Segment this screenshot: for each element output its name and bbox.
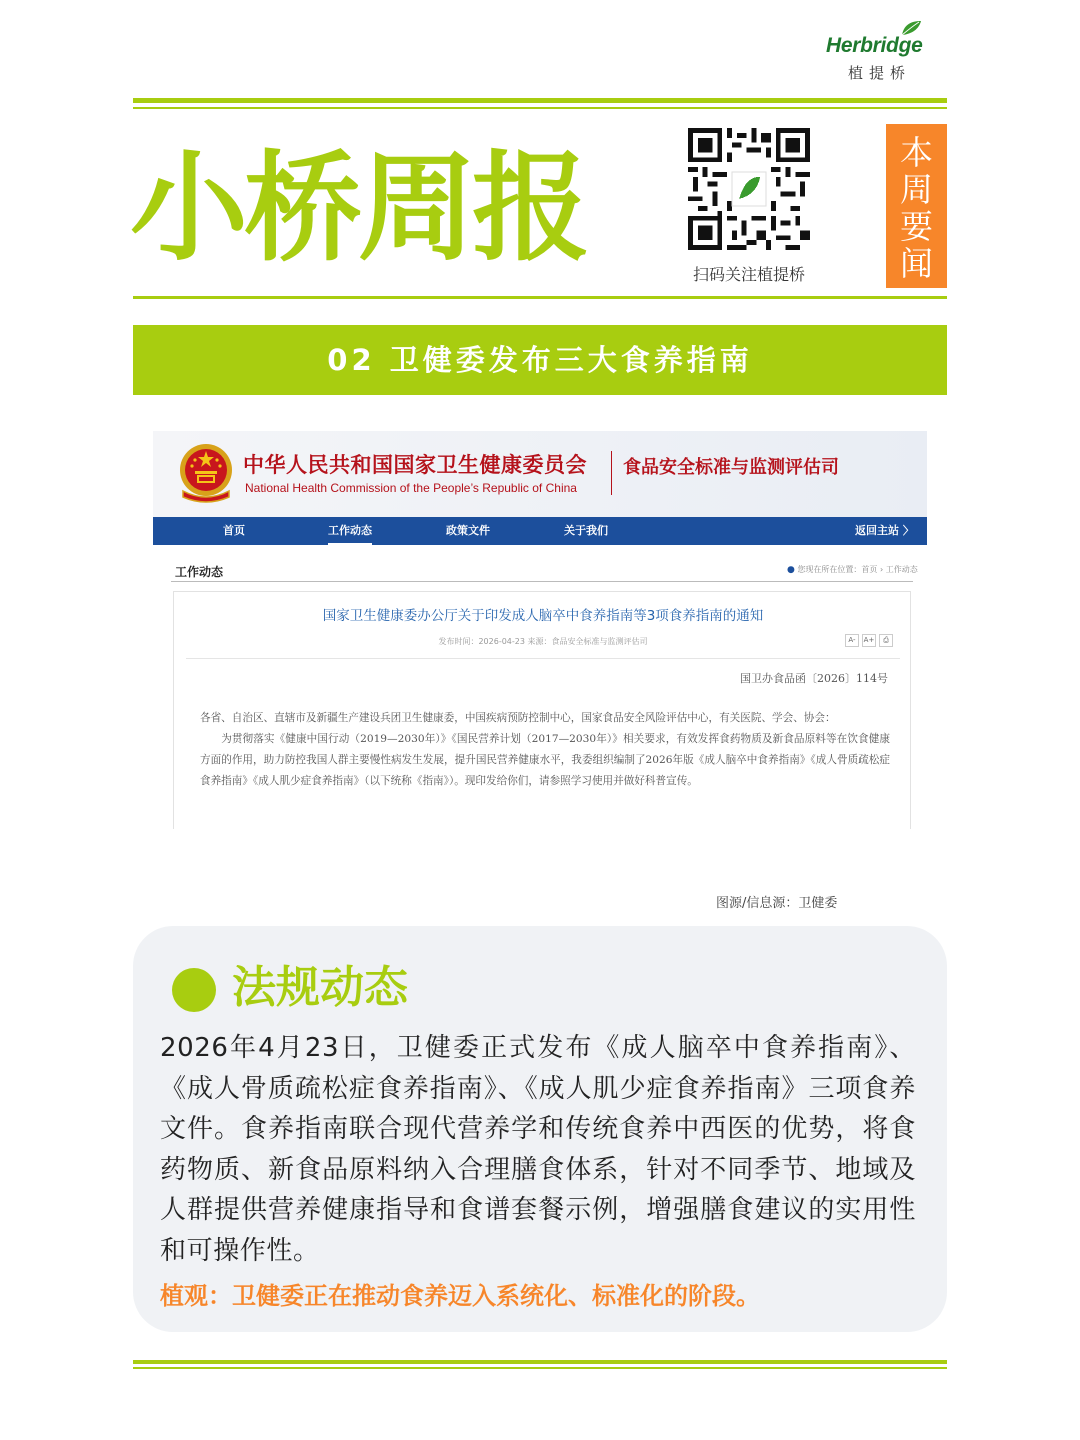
weekly-tag-char: 闻: [900, 244, 933, 283]
header-divider: [611, 451, 612, 495]
article-paragraph: 各省、自治区、直辖市及新疆生产建设兵团卫生健康委，中国疾病预防控制中心，国家食品安全风险评估中心，有关医院、学会、协会：: [200, 712, 836, 724]
image-source-credit: 图源/信息源：卫健委: [716, 896, 838, 911]
nhc-website-screenshot: [153, 431, 927, 829]
newsletter-title: 小桥周报: [130, 139, 587, 277]
top-rule-thick: [133, 98, 947, 103]
org-name-en: National Health Commission of the People’s Republic of China: [245, 481, 577, 495]
national-emblem-icon: [175, 441, 237, 503]
location-pin-icon: ●: [787, 565, 795, 575]
nav-home[interactable]: 首页: [223, 524, 245, 537]
logo-text-cn: 植提桥: [848, 64, 912, 82]
breadcrumb-text: 您现在所在位置：首页 › 工作动态: [797, 565, 918, 574]
article-paragraph: 为贯彻落实《健康中国行动（2019—2030年）》《国民营养计划（2017—2030年）》相关要求，有效发挥食药物质及新食品原料等在饮食健康方面的作用，助力防控我国人群主要慢性病发生发展，提升国民营养健康水平，我委组织编制了2026年版《成人脑卒中食养指南》《成人骨质疏松症食养指南》《成人肌少症食养指南》（以下统称《指南》）。现印发给你们，请参照学习使用并做好科普宣传。: [200, 733, 890, 787]
weekly-tag-char: 本: [900, 133, 933, 172]
bottom-rule-thin: [133, 1367, 947, 1369]
qr-caption: 扫码关注植提桥: [692, 265, 805, 284]
nav-work-updates[interactable]: 工作动态: [328, 517, 372, 545]
nav-about-us[interactable]: 关于我们: [564, 524, 608, 537]
weekly-tag-char: 周: [900, 170, 933, 209]
logo-text-en: Herbridge: [826, 34, 923, 57]
herbridge-logo: [826, 20, 946, 84]
card-heading: 法规动态: [232, 962, 408, 1013]
nhc-header: [153, 431, 927, 517]
section-divider: [171, 581, 913, 582]
article-tools: [842, 634, 893, 653]
document-number: 国卫办食品函〔2026〕114号: [740, 672, 888, 685]
article-body: [200, 708, 890, 792]
card-viewpoint: 植观：卫健委正在推动食养迈入系统化、标准化的阶段。: [160, 1282, 760, 1310]
font-increase-button[interactable]: A+: [862, 634, 876, 647]
article-title: 国家卫生健康委办公厅关于印发成人脑卒中食养指南等3项食养指南的通知: [322, 608, 764, 624]
weekly-tag-char: 要: [900, 207, 933, 246]
weekly-news-tag: [886, 124, 947, 288]
article-meta: 发布时间：2026-04-23 来源：食品安全标准与监测评估司: [438, 637, 648, 646]
top-rule-thin: [133, 107, 947, 109]
card-body: 2026年4月23日，卫健委正式发布《成人脑卒中食养指南》、《成人骨质疏松症食养指南》、《成人肌少症食养指南》三项食养文件。食养指南联合现代营养学和传统食养中西医的优势，将食药物质、新食品原料纳入合理膳食体系，针对不同季节、地域及人群提供营养健康指导和食谱套餐示例，增强膳食建议的实用性和可操作性。: [160, 1033, 916, 1266]
org-name-cn: 中华人民共和国国家卫生健康委员会: [243, 453, 587, 477]
breadcrumb: [787, 564, 918, 575]
bottom-rule-thick: [133, 1360, 947, 1364]
section-banner: 02 卫健委发布三大食养指南: [133, 325, 947, 395]
print-icon[interactable]: ⎙: [879, 634, 893, 647]
article-divider: [186, 658, 900, 659]
masthead-bottom-rule: [133, 296, 947, 299]
department-name: 食品安全标准与监测评估司: [623, 457, 839, 478]
nhc-nav-bar: [153, 517, 927, 545]
article-panel: [173, 591, 911, 829]
section-label: 工作动态: [175, 565, 224, 579]
bullet-dot-icon: [172, 968, 216, 1012]
nav-policy-docs[interactable]: 政策文件: [446, 524, 490, 537]
qr-code[interactable]: [688, 128, 810, 250]
font-decrease-button[interactable]: A-: [845, 634, 859, 647]
nav-return-main[interactable]: 返回主站 〉: [855, 524, 914, 537]
